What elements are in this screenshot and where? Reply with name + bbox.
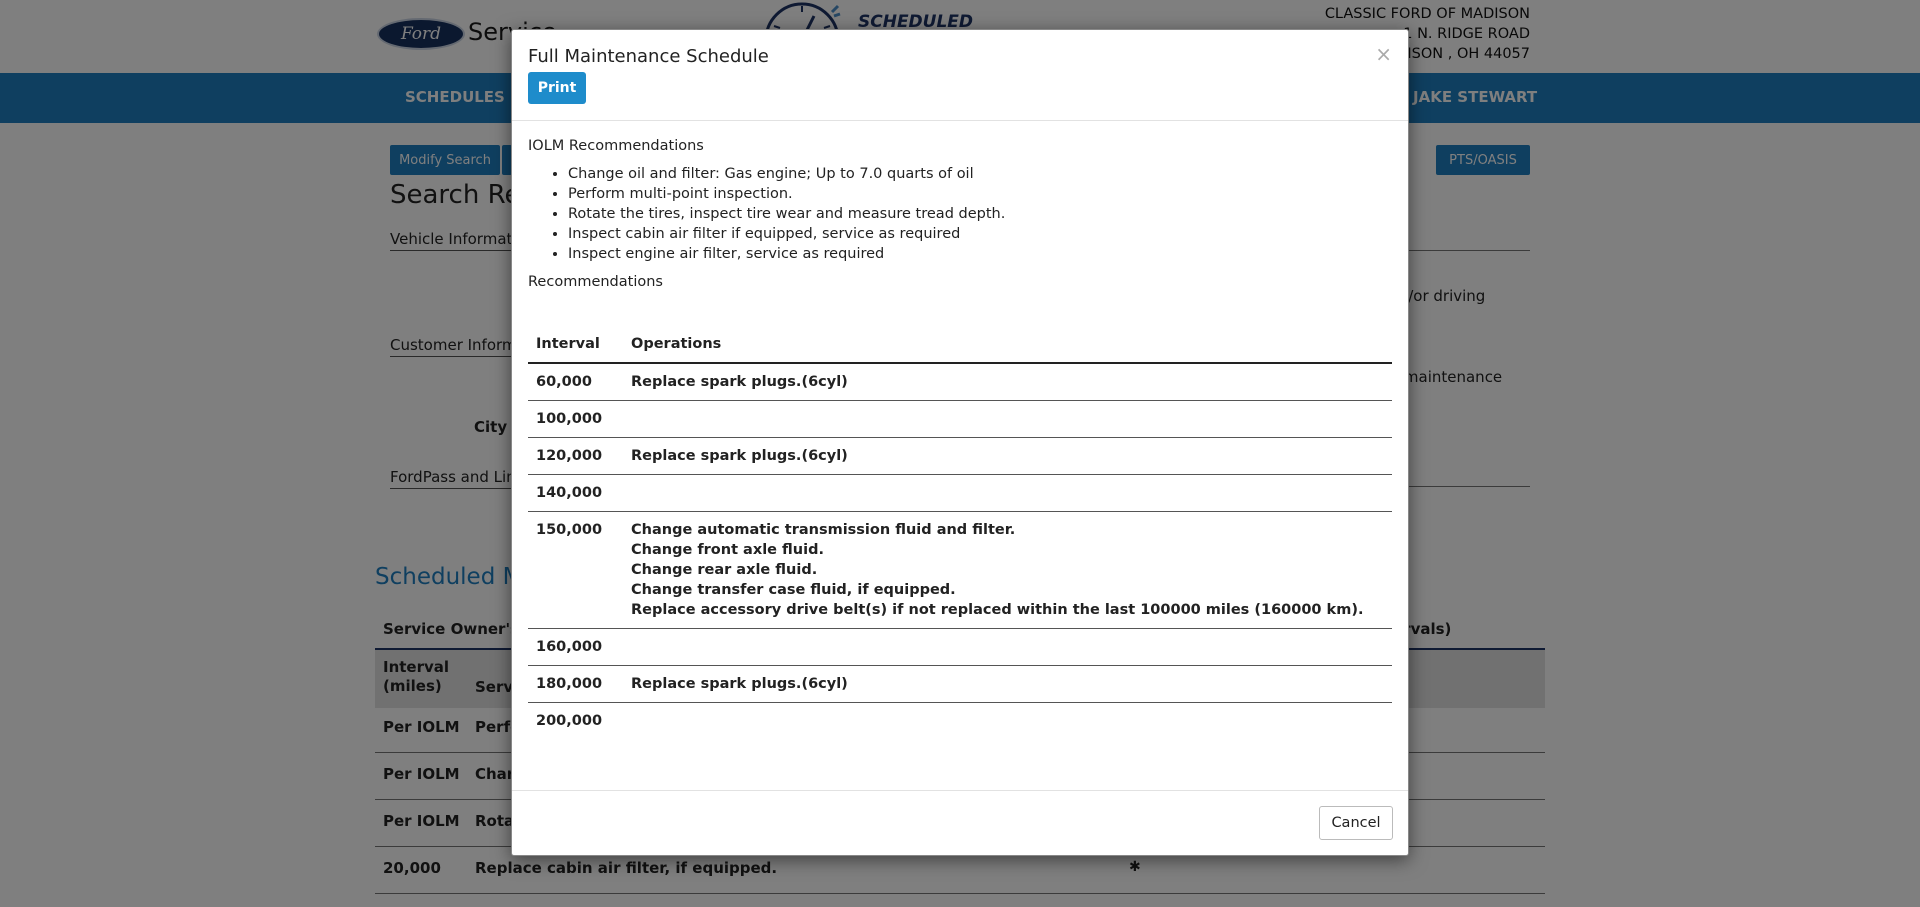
operations-cell <box>623 629 1392 666</box>
operations-cell <box>623 666 1392 703</box>
operations-cell <box>623 401 1392 438</box>
table-row <box>528 363 1392 401</box>
operation-line: Replace spark plugs.(6cyl) <box>631 448 848 464</box>
table-row <box>528 703 1392 740</box>
interval-cell: 100,000 <box>528 401 623 438</box>
operation-line: Change front axle fluid. <box>631 542 824 558</box>
list-item: • Rotate the tires, inspect tire wear and measure tread depth. <box>568 204 1392 224</box>
full-maintenance-schedule-modal <box>511 29 1409 856</box>
list-item: • Perform multi-point inspection. <box>568 184 1392 204</box>
interval-column-header: Interval <box>528 328 623 363</box>
recommendations-heading: Recommendations <box>528 274 663 290</box>
list-item: • Inspect cabin air filter if equipped, service as required <box>568 224 1392 244</box>
interval-cell: 150,000 <box>528 512 623 629</box>
cancel-button[interactable]: Cancel <box>1319 806 1393 840</box>
iolm-heading: IOLM Recommendations <box>528 138 704 154</box>
close-icon[interactable]: × <box>1375 42 1392 66</box>
operations-column-header: Operations <box>623 328 1392 363</box>
modal-body <box>528 136 1392 739</box>
operation-line: Replace accessory drive belt(s) if not replaced within the last 100000 miles (160000 km). <box>631 602 1364 618</box>
operations-cell <box>623 363 1392 401</box>
operation-line: Change automatic transmission fluid and filter. <box>631 522 1016 538</box>
table-header-row <box>528 328 1392 363</box>
operation-line: Change rear axle fluid. <box>631 562 818 578</box>
interval-cell: 120,000 <box>528 438 623 475</box>
table-row <box>528 666 1392 703</box>
list-item: • Inspect engine air filter, service as required <box>568 244 1392 264</box>
table-row <box>528 475 1392 512</box>
interval-cell: 200,000 <box>536 713 603 729</box>
operations-cell <box>623 512 1392 629</box>
operations-table <box>528 328 1392 739</box>
table-row <box>528 629 1392 666</box>
list-item: • Change oil and filter: Gas engine; Up to 7.0 quarts of oil <box>568 164 1392 184</box>
operations-cell <box>623 703 1392 740</box>
operation-line: Replace spark plugs.(6cyl) <box>631 374 848 390</box>
operations-cell <box>623 475 1392 512</box>
interval-cell: 160,000 <box>528 629 623 666</box>
operation-line: Replace spark plugs.(6cyl) <box>631 676 848 692</box>
iolm-list <box>528 164 1392 264</box>
print-button[interactable]: Print <box>528 72 586 104</box>
interval-cell: 140,000 <box>528 475 623 512</box>
modal-title: Full Maintenance Schedule <box>528 46 769 67</box>
table-row <box>528 401 1392 438</box>
modal-header <box>512 30 1408 121</box>
modal-footer <box>512 790 1408 856</box>
interval-cell: 180,000 <box>528 666 623 703</box>
table-row <box>528 438 1392 475</box>
table-row <box>528 512 1392 629</box>
interval-cell: 60,000 <box>528 363 623 401</box>
operation-line: Change transfer case fluid, if equipped. <box>631 582 956 598</box>
operations-cell <box>623 438 1392 475</box>
